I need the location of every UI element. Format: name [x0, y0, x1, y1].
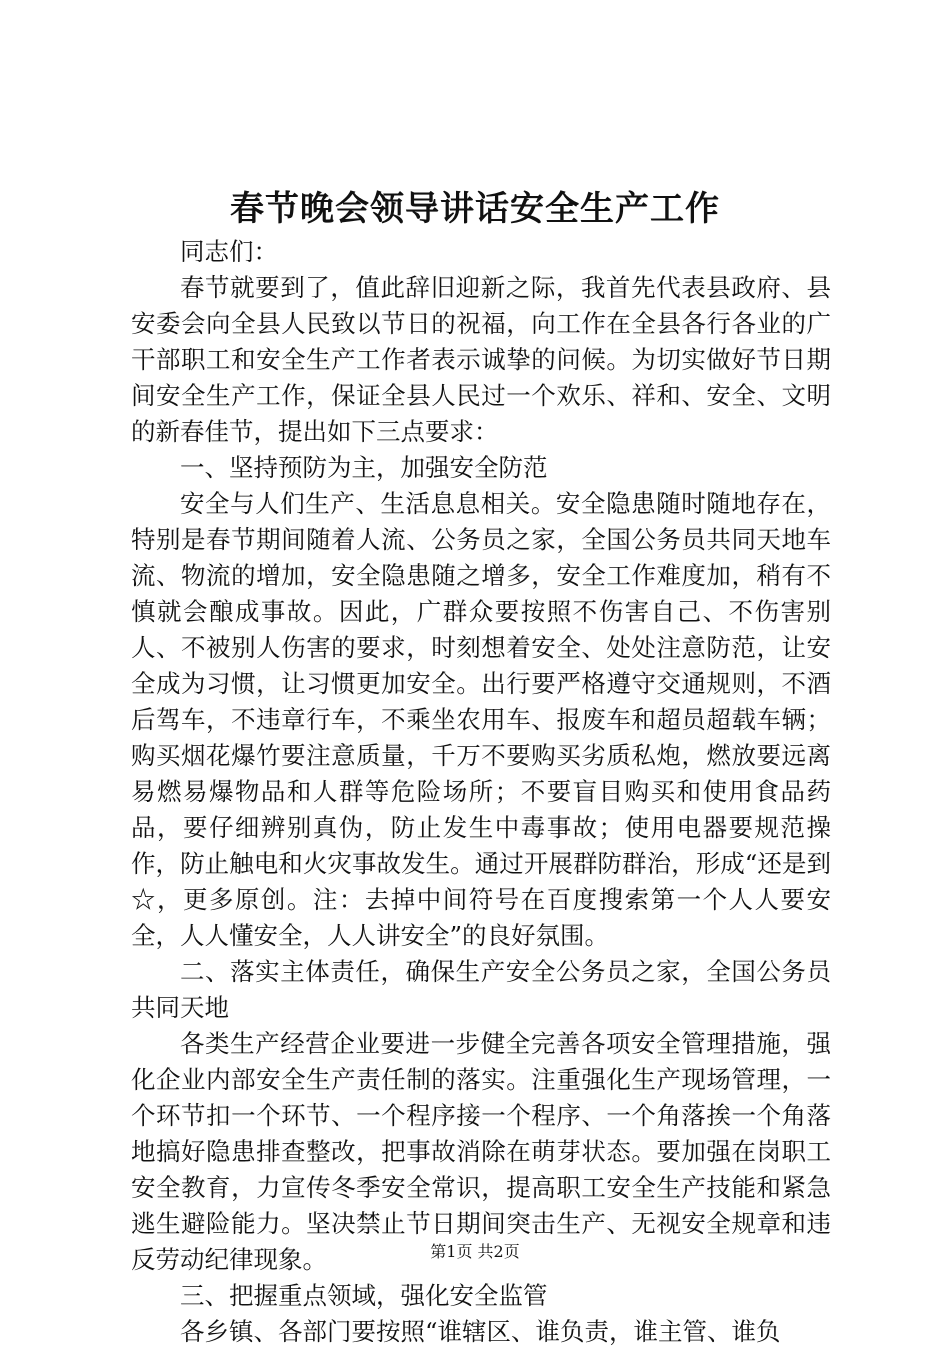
- section-paragraph-3: 各乡镇、各部门要按照“谁辖区、谁负责，谁主管、谁负: [180, 1317, 781, 1346]
- document-title: 春节晚会领导讲话安全生产工作: [230, 189, 720, 229]
- salutation: 同志们：: [180, 237, 278, 266]
- section-heading-2: 二、落实主体责任，确保生产安全公务员之家，全国公务员共同天地: [131, 957, 831, 1022]
- section-heading-1: 一、坚持预防为主，加强安全防范: [180, 453, 548, 482]
- section-paragraph-2: 各类生产经营企业要进一步健全完善各项安全管理措施，强化企业内部安全生产责任制的落实。注重强化生产现场管理，一个环节扣一个环节、一个程序接一个程序、一个角落挨一个角落地搞好隐患排查整改，把事故消除在萌芽状态。要加强在岗职工安全教育，力宣传冬季安全常识，提高职工安全生产技能和紧急逃生避险能力。坚决禁止节日期间突击生产、无视安全规章和违反劳动纪律现象。: [131, 1029, 831, 1274]
- document-body: [131, 234, 831, 1350]
- page-number: 第1页 共2页: [430, 1242, 520, 1261]
- intro-paragraph: 春节就要到了，值此辞旧迎新之际，我首先代表县政府、县安委会向全县人民致以节日的祝福，向工作在全县各行各业的广干部职工和安全生产工作者表示诚挚的问候。为切实做好节日期间安全生产工作，保证全县人民过一个欢乐、祥和、安全、文明的新春佳节，提出如下三点要求：: [131, 273, 831, 446]
- section-paragraph-1: 安全与人们生产、生活息息相关。安全隐患随时随地存在，特别是春节期间随着人流、公务员之家，全国公务员共同天地车流、物流的增加，安全隐患随之增多，安全工作难度加，稍有不慎就会酿成事故。因此，广群众要按照不伤害自己、不伤害别人、不被别人伤害的要求，时刻想着安全、处处注意防范，让安全成为习惯，让习惯更加安全。出行要严格遵守交通规则，不酒后驾车，不违章行车，不乘坐农用车、报废车和超员超载车辆；购买烟花爆竹要注意质量，千万不要购买劣质私炮，燃放要远离易燃易爆物品和人群等危险场所；不要盲目购买和使用食品药品，要仔细辨别真伪，防止发生中毒事故；使用电器要规范操作，防止触电和火灾事故发生。通过开展群防群治，形成“还是到☆，更多原创。注：去掉中间符号在百度搜索第一个人人要安全，人人懂安全，人人讲安全”的良好氛围。: [131, 489, 831, 950]
- section-heading-3: 三、把握重点领域，强化安全监管: [180, 1281, 548, 1310]
